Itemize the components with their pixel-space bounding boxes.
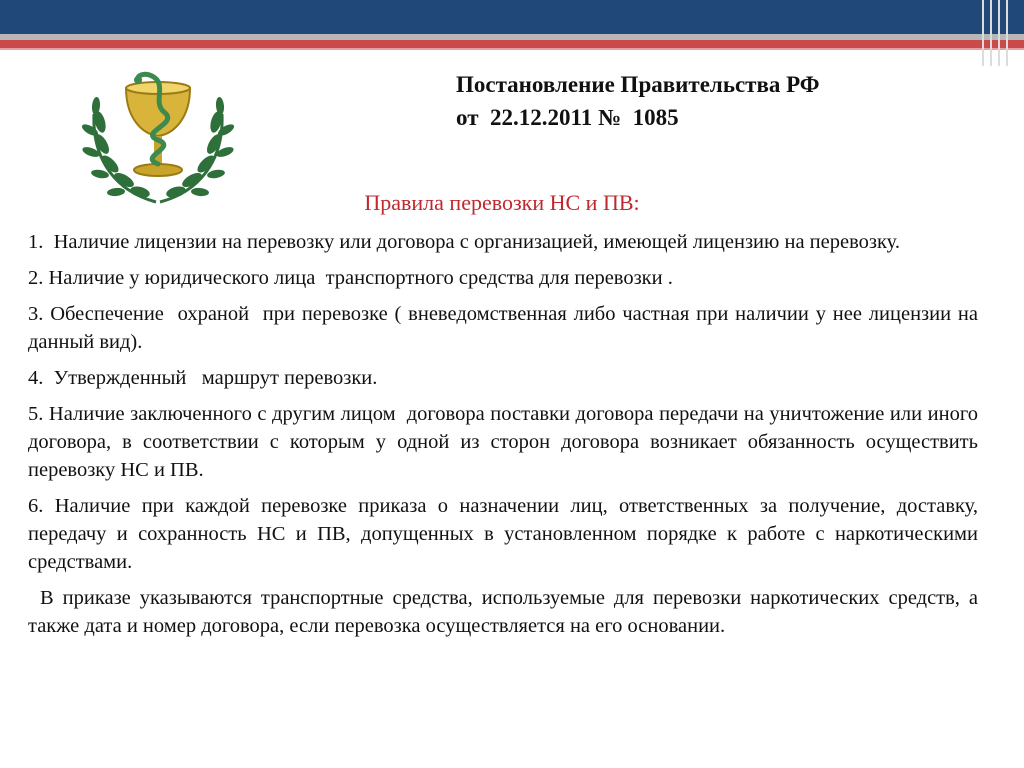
corner-decoration	[978, 0, 1018, 66]
header-stripe-thin	[0, 48, 1024, 50]
rule-item-6: 6. Наличие при каждой перевозке приказа о назначении лиц, ответственных за получение, доставку, передачу и сохранность НС и ПВ, допущенных в установленном порядке к работе с наркотическими средствами.	[28, 495, 984, 573]
rules-heading	[0, 190, 1004, 216]
rules-note: В приказе указываются транспортные средства, используемые для перевозки наркотических средств, а также дата и номер договора, если перевозка осуществляется на его основании.	[28, 587, 984, 637]
decree-title-line2: от 22.12.2011 № 1085	[456, 105, 679, 130]
bowl-of-hygieia-icon	[78, 52, 238, 212]
rules-heading-text: Правила перевозки НС и ПВ:	[364, 190, 640, 215]
rules-list	[28, 228, 984, 648]
rule-item-2: 2. Наличие у юридического лица транспортного средства для перевозки .	[28, 267, 673, 289]
header-band	[0, 0, 1024, 34]
rule-item-5: 5. Наличие заключенного с другим лицом договора поставки договора передачи на уничтожение или иного договора, в соответствии с которым у одной из сторон договора возникает обязанность осуществить перевозку НС и ПВ.	[28, 403, 984, 481]
header-stripe-red	[0, 40, 1024, 48]
rule-item-3: 3. Обеспечение охраной при перевозке ( вневедомственная либо частная при наличии у нее лицензии на данный вид).	[28, 303, 984, 353]
decree-title	[456, 68, 820, 134]
decree-title-line1: Постановление Правительства РФ	[456, 72, 820, 97]
rule-item-4: 4. Утвержденный маршрут перевозки.	[28, 367, 378, 389]
rule-item-1: 1. Наличие лицензии на перевозку или договора с организацией, имеющей лицензию на перевозку.	[28, 231, 900, 253]
